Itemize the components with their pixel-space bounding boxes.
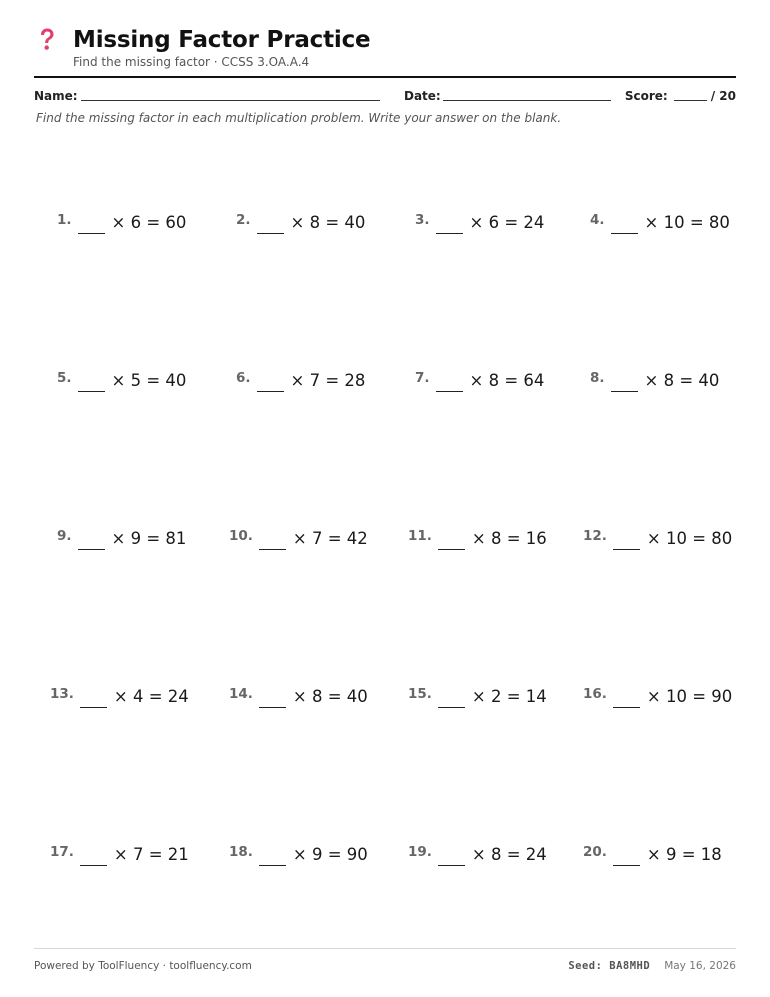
problem-item — [583, 524, 732, 548]
problem-expression: × 10 = 80 — [644, 213, 730, 232]
page-subtitle: Find the missing factor · CCSS 3.OA.A.4 — [73, 55, 310, 69]
problem-number: 16. — [583, 686, 607, 702]
date-blank[interactable] — [443, 100, 611, 101]
problem-item — [229, 524, 368, 548]
score-blank[interactable] — [674, 89, 707, 101]
problem-number: 14. — [229, 686, 253, 702]
answer-blank[interactable] — [80, 847, 107, 866]
problem-number: 8. — [590, 370, 605, 386]
answer-blank[interactable] — [257, 215, 284, 234]
footer-divider — [34, 948, 736, 949]
problem-item — [236, 208, 365, 232]
problem-expression: × 8 = 16 — [471, 529, 547, 548]
problem-expression: × 2 = 14 — [471, 687, 547, 706]
answer-blank[interactable] — [259, 531, 286, 550]
problem-number: 13. — [50, 686, 74, 702]
problem-item — [408, 524, 547, 548]
title-row — [34, 24, 370, 56]
problem-item — [57, 524, 186, 548]
problem-expression: × 4 = 24 — [113, 687, 189, 706]
problem-item — [583, 840, 722, 864]
seed-code — [568, 960, 650, 972]
problem-item — [50, 840, 189, 864]
problem-item — [50, 682, 189, 706]
answer-blank[interactable] — [78, 215, 105, 234]
problem-number: 11. — [408, 528, 432, 544]
problem-expression: × 9 = 18 — [646, 845, 722, 864]
problem-expression: × 5 = 40 — [111, 371, 187, 390]
answer-blank[interactable] — [613, 531, 640, 550]
name-label: Name: — [34, 89, 78, 103]
problem-item — [236, 366, 365, 390]
score-total: / 20 — [710, 89, 736, 103]
problem-number: 19. — [408, 844, 432, 860]
answer-blank[interactable] — [613, 847, 640, 866]
problem-item — [415, 208, 544, 232]
problem-expression: × 9 = 81 — [111, 529, 187, 548]
score-field — [625, 89, 736, 103]
answer-blank[interactable] — [611, 215, 638, 234]
answer-blank[interactable] — [438, 689, 465, 708]
problem-expression: × 7 = 28 — [290, 371, 366, 390]
worksheet-page — [34, 0, 736, 997]
seed-label: Seed: — [568, 960, 603, 972]
answer-blank[interactable] — [438, 531, 465, 550]
problem-number: 4. — [590, 212, 605, 228]
problem-expression: × 9 = 90 — [292, 845, 368, 864]
problem-expression: × 6 = 60 — [111, 213, 187, 232]
name-blank[interactable] — [81, 100, 380, 101]
problem-item — [583, 682, 732, 706]
problem-number: 6. — [236, 370, 251, 386]
answer-blank[interactable] — [257, 373, 284, 392]
problem-item — [590, 366, 719, 390]
problem-item — [590, 208, 730, 232]
problem-number: 5. — [57, 370, 72, 386]
footer-date: May 16, 2026 — [664, 960, 736, 972]
problem-number: 18. — [229, 844, 253, 860]
problem-expression: × 8 = 40 — [644, 371, 720, 390]
answer-blank[interactable] — [80, 689, 107, 708]
problem-expression: × 7 = 42 — [292, 529, 368, 548]
problem-expression: × 8 = 24 — [471, 845, 547, 864]
instructions: Find the missing factor in each multiplication problem. Write your answer on the blank. — [36, 111, 562, 125]
problem-item — [408, 682, 547, 706]
question-mark-icon — [35, 24, 59, 56]
problem-number: 15. — [408, 686, 432, 702]
problem-expression: × 10 = 80 — [646, 529, 733, 548]
problem-expression: × 10 = 90 — [646, 687, 733, 706]
problem-expression: × 8 = 40 — [290, 213, 366, 232]
problem-expression: × 7 = 21 — [113, 845, 189, 864]
answer-blank[interactable] — [613, 689, 640, 708]
problem-item — [408, 840, 547, 864]
page-title: Missing Factor Practice — [73, 27, 371, 53]
header-divider — [34, 76, 736, 78]
answer-blank[interactable] — [436, 215, 463, 234]
problem-item — [229, 682, 368, 706]
problem-number: 1. — [57, 212, 72, 228]
problem-number: 20. — [583, 844, 607, 860]
problem-number: 2. — [236, 212, 251, 228]
footer-credit: Powered by ToolFluency · toolfluency.com — [34, 960, 252, 972]
problem-number: 12. — [583, 528, 607, 544]
footer-meta — [568, 960, 736, 972]
answer-blank[interactable] — [78, 373, 105, 392]
answer-blank[interactable] — [611, 373, 638, 392]
problem-number: 10. — [229, 528, 253, 544]
problem-number: 3. — [415, 212, 430, 228]
answer-blank[interactable] — [78, 531, 105, 550]
problem-expression: × 8 = 40 — [292, 687, 368, 706]
answer-blank[interactable] — [436, 373, 463, 392]
answer-blank[interactable] — [259, 689, 286, 708]
date-label: Date: — [404, 89, 441, 103]
problem-item — [229, 840, 368, 864]
answer-blank[interactable] — [438, 847, 465, 866]
problem-number: 9. — [57, 528, 72, 544]
answer-blank[interactable] — [259, 847, 286, 866]
score-label: Score: — [624, 89, 668, 103]
problem-expression: × 8 = 64 — [469, 371, 545, 390]
seed-value: BA8MHD — [609, 960, 651, 972]
problem-number: 7. — [415, 370, 430, 386]
problem-item — [57, 208, 186, 232]
problem-expression: × 6 = 24 — [469, 213, 545, 232]
student-info-row — [34, 89, 736, 105]
problem-item — [415, 366, 544, 390]
problem-item — [57, 366, 186, 390]
problem-number: 17. — [50, 844, 74, 860]
